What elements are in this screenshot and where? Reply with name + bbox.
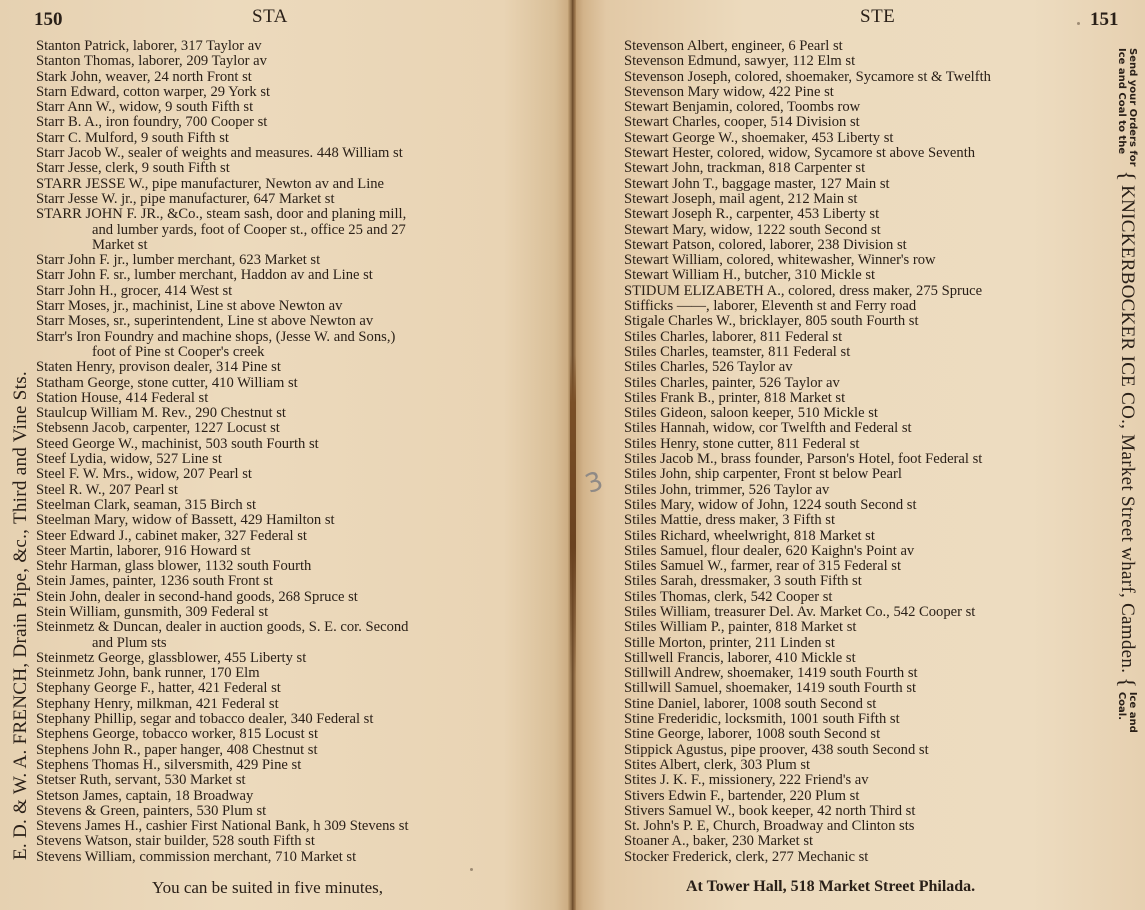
- running-head: STE: [860, 6, 896, 27]
- entry-continuation: and Plum sts: [92, 634, 167, 651]
- entry-text: Stites Albert, clerk, 303 Plum st: [624, 756, 811, 773]
- directory-entry: [36, 789, 548, 804]
- directory-entry: [624, 421, 1094, 436]
- entry-text: Stiles Hannah, widow, cor Twelfth and Federal st: [624, 420, 912, 437]
- entry-text: Stiles Sarah, dressmaker, 3 south Fifth st: [624, 573, 862, 590]
- directory-entry: [36, 299, 548, 314]
- entry-text: Stivers Samuel W., book keeper, 42 north Third st: [624, 802, 916, 819]
- directory-entry: [36, 70, 548, 85]
- entry-text: Stewart George W., shoemaker, 453 Liberty st: [624, 129, 894, 146]
- entry-text: Stiles Samuel W., farmer, rear of 315 Federal st: [624, 558, 902, 575]
- directory-entry: [36, 360, 548, 375]
- entry-text: Stiles William, treasurer Del. Av. Market Co., 542 Cooper st: [624, 603, 976, 620]
- directory-entry: [624, 681, 1094, 696]
- entry-continuation: foot of Pine st Cooper's creek: [92, 343, 265, 360]
- entry-text: Steinmetz & Duncan, dealer in auction goods, S. E. cor. Second: [36, 619, 409, 636]
- margin-advertisement: E. D. & W. A. FRENCH, Drain Pipe, &c., Third and Vine Sts.: [10, 371, 31, 860]
- directory-entry: [624, 238, 1094, 253]
- directory-entry: [36, 590, 548, 605]
- directory-entry: [36, 391, 548, 406]
- directory-entry: [624, 804, 1094, 819]
- directory-entry: [624, 437, 1094, 452]
- entry-continuation: and lumber yards, foot of Cooper st., office 25 and 27: [92, 221, 406, 238]
- entry-text: Starr Ann W., widow, 9 south Fifth st: [36, 99, 254, 116]
- directory-entry: [624, 544, 1094, 559]
- directory-entry: [36, 85, 548, 100]
- entry-text: Stetser Ruth, servant, 530 Market st: [36, 772, 246, 789]
- directory-entry: [36, 513, 548, 528]
- margin-ad-tail-line: Coal.: [1116, 691, 1127, 720]
- margin-advertisement: [1114, 48, 1140, 733]
- entry-text: Stille Morton, printer, 211 Linden st: [624, 634, 835, 651]
- page-number: 150: [34, 9, 63, 30]
- directory-entry: [36, 207, 548, 253]
- directory-entry: [624, 299, 1094, 314]
- directory-entry: [36, 819, 548, 834]
- brace-icon: {: [1115, 170, 1140, 182]
- directory-entry: [624, 559, 1094, 574]
- directory-entry: [36, 146, 548, 161]
- pencil-mark: 3: [581, 466, 608, 500]
- directory-entry: [624, 115, 1094, 130]
- entry-text: Stevens & Green, painters, 530 Plum st: [36, 802, 267, 819]
- entry-text: Steer Martin, laborer, 916 Howard st: [36, 542, 251, 559]
- entry-text: Stephany George F., hatter, 421 Federal st: [36, 680, 281, 697]
- directory-entry: [624, 406, 1094, 421]
- entry-text: Station House, 414 Federal st: [36, 389, 209, 406]
- entry-text: Stillwill Samuel, shoemaker, 1419 south Fourth st: [624, 680, 917, 697]
- directory-entry: [36, 773, 548, 788]
- entry-text: Stillwill Andrew, shoemaker, 1419 south Fourth st: [624, 665, 918, 682]
- directory-entry: [624, 819, 1094, 834]
- margin-ad-tail-line: Ice and: [1127, 691, 1138, 733]
- directory-entry: [624, 529, 1094, 544]
- directory-entry: [36, 651, 548, 666]
- directory-entry: [36, 681, 548, 696]
- entry-text: Stephany Henry, milkman, 421 Federal st: [36, 695, 279, 712]
- entry-text: Stine Frederidic, locksmith, 1001 south Fifth st: [624, 711, 900, 728]
- entry-text: Stiles Gideon, saloon keeper, 510 Mickle st: [624, 405, 878, 422]
- margin-ad-main: KNICKERBOCKER ICE CO., Market Street wharf, Camden.: [1117, 185, 1138, 674]
- directory-entry: [624, 743, 1094, 758]
- directory-entry: [36, 834, 548, 849]
- directory-entry: [624, 666, 1094, 681]
- directory-entry: [36, 284, 548, 299]
- directory-entry: [624, 391, 1094, 406]
- entry-text: Stephens Thomas H., silversmith, 429 Pine st: [36, 756, 302, 773]
- directory-entry: [624, 605, 1094, 620]
- entry-text: Steinmetz John, bank runner, 170 Elm: [36, 665, 260, 682]
- entry-text: Stiles John, trimmer, 526 Taylor av: [624, 481, 830, 498]
- entry-text: Starr John F. jr., lumber merchant, 623 Market st: [36, 252, 321, 269]
- entry-text: Stine George, laborer, 1008 south Second st: [624, 726, 881, 743]
- directory-entry: [36, 498, 548, 513]
- directory-entry: [624, 207, 1094, 222]
- directory-entry: [36, 574, 548, 589]
- entry-text: Stewart Patson, colored, laborer, 238 Division st: [624, 236, 907, 253]
- directory-entry: [36, 666, 548, 681]
- entry-text: Starn Edward, cotton warper, 29 York st: [36, 83, 271, 100]
- entry-text: Stoaner A., baker, 230 Market st: [624, 833, 814, 850]
- entry-text: Stein William, gunsmith, 309 Federal st: [36, 603, 269, 620]
- directory-entry: [624, 758, 1094, 773]
- margin-ad-lead: [1116, 48, 1138, 167]
- directory-entry: [36, 529, 548, 544]
- entry-text: Stivers Edwin F., bartender, 220 Plum st: [624, 787, 860, 804]
- entry-text: Stine Daniel, laborer, 1008 south Second st: [624, 695, 877, 712]
- directory-entry: [624, 268, 1094, 283]
- entry-text: Starr Moses, jr., machinist, Line st above Newton av: [36, 298, 343, 315]
- entry-text: Stewart Mary, widow, 1222 south Second st: [624, 221, 881, 238]
- entry-text: Stiles Charles, teamster, 811 Federal st: [624, 343, 851, 360]
- entry-text: Stites J. K. F., missionery, 222 Friend's av: [624, 772, 869, 789]
- entry-text: Stewart Hester, colored, widow, Sycamore st above Seventh: [624, 145, 976, 162]
- entry-text: Stevenson Edmund, sawyer, 112 Elm st: [624, 53, 856, 70]
- entry-text: Stephany Phillip, segar and tobacco dealer, 340 Federal st: [36, 711, 374, 728]
- entry-text: Stephens John R., paper hanger, 408 Chestnut st: [36, 741, 318, 758]
- directory-entry: [624, 131, 1094, 146]
- directory-entry: [624, 773, 1094, 788]
- directory-entry: [36, 192, 548, 207]
- directory-entry: [36, 620, 548, 651]
- directory-entry: [36, 421, 548, 436]
- directory-entry: [624, 376, 1094, 391]
- directory-entry: [36, 100, 548, 115]
- entry-text: Stevens James H., cashier First National Bank, h 309 Stevens st: [36, 818, 409, 835]
- entry-text: Stark John, weaver, 24 north Front st: [36, 68, 252, 85]
- directory-entry: [36, 467, 548, 482]
- entry-text: Stein James, painter, 1236 south Front st: [36, 573, 273, 590]
- left-page: [0, 0, 572, 910]
- directory-entries: [36, 39, 548, 865]
- entry-text: Stewart Benjamin, colored, Toombs row: [624, 99, 861, 116]
- directory-entry: [624, 789, 1094, 804]
- directory-entry: [624, 574, 1094, 589]
- entry-text: Stewart Charles, cooper, 514 Division st: [624, 114, 860, 131]
- running-head: STA: [252, 6, 288, 27]
- directory-entry: [624, 100, 1094, 115]
- entry-text: Starr John H., grocer, 414 West st: [36, 282, 233, 299]
- directory-entry: [36, 406, 548, 421]
- directory-entry: [36, 268, 548, 283]
- directory-entry: [624, 161, 1094, 176]
- directory-entry: [36, 437, 548, 452]
- directory-entry: [624, 192, 1094, 207]
- entry-text: Stewart John T., baggage master, 127 Main st: [624, 175, 890, 192]
- directory-entry: [36, 483, 548, 498]
- directory-entry: [624, 590, 1094, 605]
- directory-entry: [624, 467, 1094, 482]
- directory-entry: [624, 39, 1094, 54]
- entry-text: Steef Lydia, widow, 527 Line st: [36, 451, 222, 468]
- entry-text: Stifficks ——, laborer, Eleventh st and Ferry road: [624, 298, 917, 315]
- directory-entry: [36, 697, 548, 712]
- entry-text: Starr Moses, sr., superintendent, Line st above Newton av: [36, 313, 374, 330]
- entry-text: Stiles William P., painter, 818 Market st: [624, 619, 857, 636]
- entry-text: Steel F. W. Mrs., widow, 207 Pearl st: [36, 466, 252, 483]
- entry-text: Stehr Harman, glass blower, 1132 south Fourth: [36, 558, 312, 575]
- entry-text: Starr Jesse W. jr., pipe manufacturer, 647 Market st: [36, 190, 335, 207]
- entry-text: Steed George W., machinist, 503 south Fourth st: [36, 435, 319, 452]
- entry-text: Stigale Charles W., bricklayer, 805 south Fourth st: [624, 313, 919, 330]
- entry-text: Starr's Iron Foundry and machine shops, (Jesse W. and Sons,): [36, 328, 396, 345]
- entry-text: Steelman Clark, seaman, 315 Birch st: [36, 496, 257, 513]
- directory-entry: [36, 804, 548, 819]
- directory-entries: [624, 39, 1094, 865]
- entry-text: Stiles Mattie, dress maker, 3 Fifth st: [624, 512, 836, 529]
- entry-text: Stocker Frederick, clerk, 277 Mechanic st: [624, 848, 869, 865]
- entry-text: Stiles Jacob M., brass founder, Parson's Hotel, foot Federal st: [624, 451, 983, 468]
- directory-entry: [36, 376, 548, 391]
- spine-tear: [570, 355, 576, 675]
- entry-text: Stiles John, ship carpenter, Front st below Pearl: [624, 466, 902, 483]
- directory-entry: [624, 636, 1094, 651]
- entry-text: Steel R. W., 207 Pearl st: [36, 481, 178, 498]
- directory-entry: [624, 498, 1094, 513]
- directory-entry: [624, 483, 1094, 498]
- page-number: 151: [1090, 9, 1119, 30]
- entry-text: STARR JESSE W., pipe manufacturer, Newton av and Line: [36, 175, 385, 192]
- directory-entry: [36, 54, 548, 69]
- directory-entry: [36, 452, 548, 467]
- entry-text: Stewart John, trackman, 818 Carpenter st: [624, 160, 866, 177]
- directory-entry: [36, 330, 548, 361]
- entry-text: Starr Jesse, clerk, 9 south Fifth st: [36, 160, 230, 177]
- directory-entry: [36, 544, 548, 559]
- entry-text: STARR JOHN F. JR., &Co., steam sash, door and planing mill,: [36, 206, 407, 223]
- entry-text: Starr C. Mulford, 9 south Fifth st: [36, 129, 229, 146]
- entry-text: Steer Edward J., cabinet maker, 327 Federal st: [36, 527, 307, 544]
- directory-entry: [624, 70, 1094, 85]
- entry-text: Stevenson Mary widow, 422 Pine st: [624, 83, 834, 100]
- page-footer: You can be suited in five minutes,: [152, 878, 384, 897]
- brace-icon: {: [1115, 677, 1140, 688]
- entry-text: Stewart William H., butcher, 310 Mickle st: [624, 267, 876, 284]
- entry-text: Stevens William, commission merchant, 710 Market st: [36, 848, 357, 865]
- directory-entry: [624, 712, 1094, 727]
- directory-entry: [36, 758, 548, 773]
- directory-entry: [36, 743, 548, 758]
- entry-text: Stein John, dealer in second-hand goods, 268 Spruce st: [36, 588, 358, 605]
- entry-text: Stewart Joseph, mail agent, 212 Main st: [624, 190, 858, 207]
- entry-text: Stiles Richard, wheelwright, 818 Market st: [624, 527, 875, 544]
- entry-text: Stebsenn Jacob, carpenter, 1227 Locust st: [36, 420, 280, 437]
- entry-text: Stiles Charles, laborer, 811 Federal st: [624, 328, 843, 345]
- directory-entry: [624, 284, 1094, 299]
- entry-continuation: Market st: [92, 236, 148, 253]
- directory-entry: [36, 177, 548, 192]
- margin-ad-tail: [1116, 692, 1138, 733]
- entry-text: Stiles Henry, stone cutter, 811 Federal st: [624, 435, 860, 452]
- directory-entry: [624, 651, 1094, 666]
- directory-entry: [36, 605, 548, 620]
- directory-entry: [624, 452, 1094, 467]
- entry-text: Starr B. A., iron foundry, 700 Cooper st: [36, 114, 268, 131]
- directory-entry: [36, 727, 548, 742]
- entry-text: Stiles Charles, 526 Taylor av: [624, 359, 793, 376]
- directory-entry: [36, 131, 548, 146]
- margin-ad-lead-line: Ice and Coal to the: [1116, 48, 1127, 155]
- directory-entry: [624, 223, 1094, 238]
- directory-entry: [624, 345, 1094, 360]
- entry-text: Stevenson Joseph, colored, shoemaker, Sycamore st & Twelfth: [624, 68, 991, 85]
- entry-text: Stephens George, tobacco worker, 815 Locust st: [36, 726, 319, 743]
- entry-text: Statham George, stone cutter, 410 William st: [36, 374, 298, 391]
- entry-text: Stewart William, colored, whitewasher, Winner's row: [624, 252, 936, 269]
- entry-text: Stiles Frank B., printer, 818 Market st: [624, 389, 846, 406]
- directory-entry: [624, 850, 1094, 865]
- directory-entry: [624, 513, 1094, 528]
- directory-entry: [624, 253, 1094, 268]
- directory-entry: [36, 712, 548, 727]
- entry-text: Stiles Thomas, clerk, 542 Cooper st: [624, 588, 833, 605]
- directory-entry: [624, 54, 1094, 69]
- directory-entry: [624, 314, 1094, 329]
- entry-text: Stevens Watson, stair builder, 528 south Fifth st: [36, 833, 315, 850]
- page-footer: At Tower Hall, 518 Market Street Philada.: [686, 878, 976, 895]
- entry-text: Staten Henry, provison dealer, 314 Pine st: [36, 359, 281, 376]
- entry-text: Stiles Charles, painter, 526 Taylor av: [624, 374, 840, 391]
- directory-entry: [36, 39, 548, 54]
- entry-text: Stillwell Francis, laborer, 410 Mickle st: [624, 649, 856, 666]
- entry-text: Starr John F. sr., lumber merchant, Haddon av and Line st: [36, 267, 373, 284]
- entry-text: STIDUM ELIZABETH A., colored, dress maker, 275 Spruce: [624, 282, 983, 299]
- directory-entry: [36, 161, 548, 176]
- directory-entry: [624, 177, 1094, 192]
- directory-entry: [36, 314, 548, 329]
- directory-entry: [624, 727, 1094, 742]
- directory-entry: [36, 253, 548, 268]
- directory-entry: [624, 620, 1094, 635]
- directory-entry: [624, 834, 1094, 849]
- entry-text: Starr Jacob W., sealer of weights and measures. 448 William st: [36, 145, 403, 162]
- entry-text: Stetson James, captain, 18 Broadway: [36, 787, 254, 804]
- directory-entry: [36, 559, 548, 574]
- directory-entry: [36, 115, 548, 130]
- directory-entry: [624, 146, 1094, 161]
- entry-text: Stanton Thomas, laborer, 209 Taylor av: [36, 53, 267, 70]
- entry-text: Stiles Mary, widow of John, 1224 south Second st: [624, 496, 917, 513]
- entry-text: Steinmetz George, glassblower, 455 Liberty st: [36, 649, 307, 666]
- entry-text: Staulcup William M. Rev., 290 Chestnut st: [36, 405, 286, 422]
- entry-text: Steelman Mary, widow of Bassett, 429 Hamilton st: [36, 512, 335, 529]
- margin-ad-lead-line: Send your Orders for: [1127, 48, 1138, 167]
- entry-text: St. John's P. E, Church, Broadway and Clinton sts: [624, 818, 915, 835]
- directory-entry: [624, 330, 1094, 345]
- directory-entry: [624, 85, 1094, 100]
- directory-entry: [624, 697, 1094, 712]
- directory-entry: [624, 360, 1094, 375]
- entry-text: Stanton Patrick, laborer, 317 Taylor av: [36, 38, 262, 54]
- entry-text: Stippick Agustus, pipe proover, 438 south Second st: [624, 741, 929, 758]
- entry-text: Stiles Samuel, flour dealer, 620 Kaighn's Point av: [624, 542, 915, 559]
- entry-text: Stevenson Albert, engineer, 6 Pearl st: [624, 38, 843, 54]
- entry-text: Stewart Joseph R., carpenter, 453 Liberty st: [624, 206, 880, 223]
- directory-entry: [36, 850, 548, 865]
